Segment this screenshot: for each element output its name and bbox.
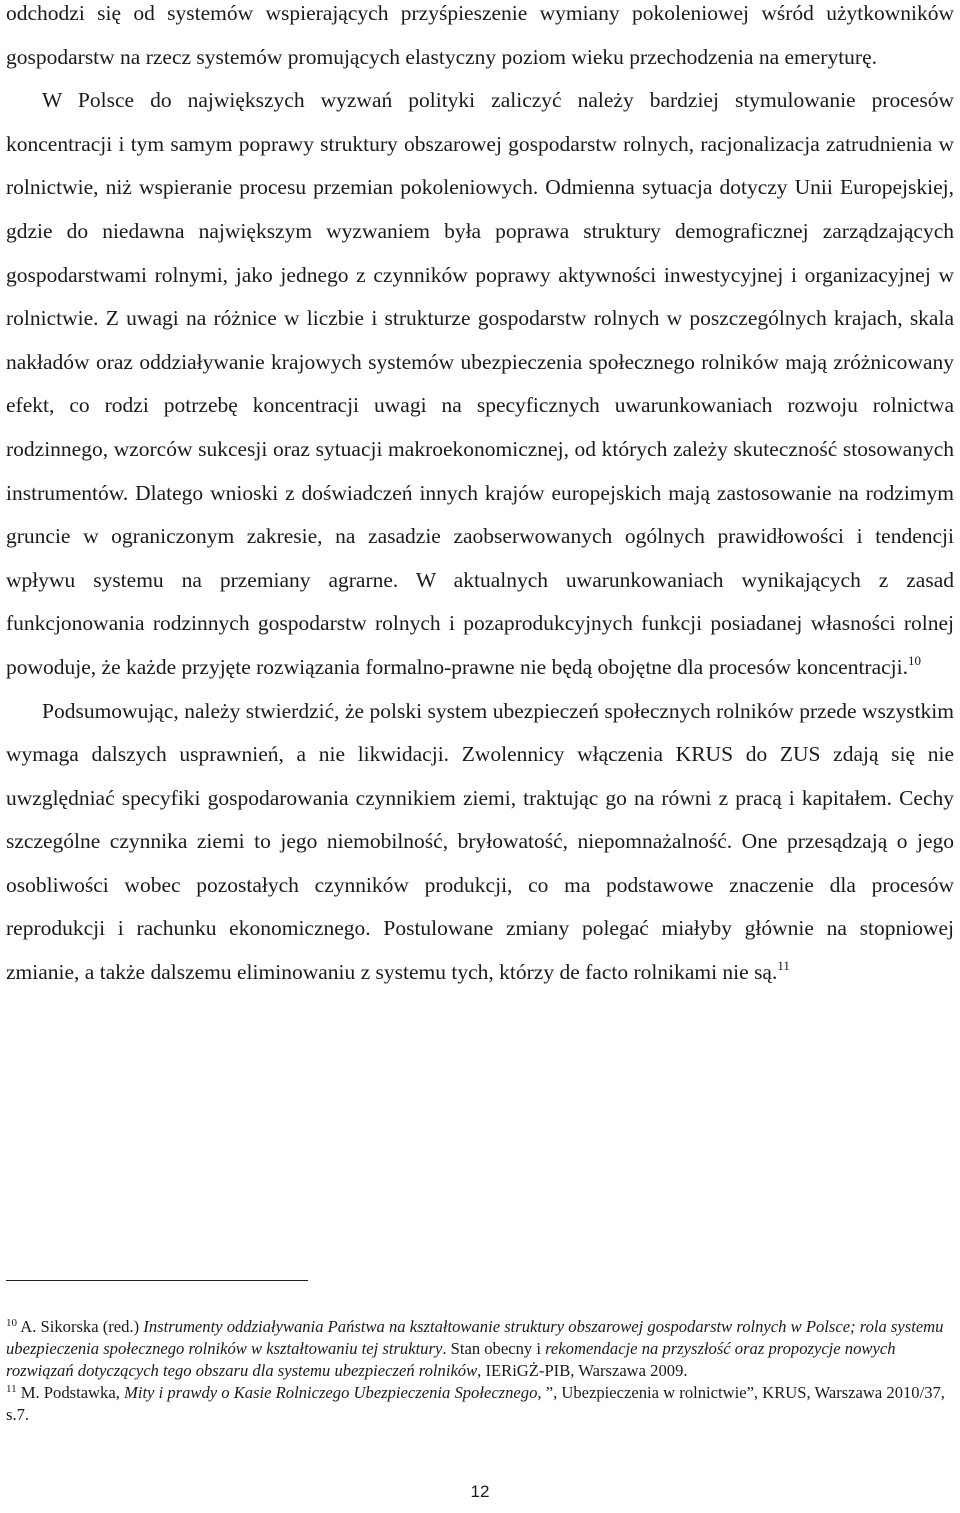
footnote-10 [6, 1316, 954, 1382]
footnote-text: ”, Ubezpieczenia w rolnictwie”, KRUS, Warszawa 2010/37, s.7. [6, 1383, 945, 1424]
footnote-title: Mity i prawdy o Kasie Rolniczego Ubezpieczenia Społecznego, [124, 1383, 542, 1402]
paragraph-3-text: Podsumowując, należy stwierdzić, że polski system ubezpieczeń społecznych rolników przede wszystkim wymaga dalszych usprawnień, a nie likwidacji. Zwolennicy włączenia KRUS do ZUS zdają się nie uwzględniać specyfiki gospodarowania czynnikiem ziemi, traktując go na równi z pracą i kapitałem. Cechy szczególne czynnika ziemi to jego niemobilność, bryłowatość, niepomnażalność. One przesądzają o jego osobliwości wobec pozostałych czynników produkcji, co ma podstawowe znaczenie dla procesów reprodukcji i rachunku ekonomicznego. Postulowane zmiany polegać miałyby głównie na stopniowej zmianie, a także dalszemu eliminowaniu z systemu tych, którzy de facto rolnikami nie są. [6, 698, 954, 985]
paragraph-1 [6, 0, 954, 79]
footnote-title: Instrumenty oddziaływania Państwa na kształtowanie struktury obszarowej gospodarstw rolnych w Polsce; rola systemu ubezpieczenia społecznego rolników w kształtowaniu tej struktury [6, 1317, 944, 1358]
footnotes [6, 1316, 954, 1426]
footnote-number: 10 [6, 1317, 17, 1329]
body-text [6, 0, 954, 995]
paragraph-2 [6, 79, 954, 689]
paragraph-3 [6, 690, 954, 995]
paragraph-1-text: odchodzi się od systemów wspierających przyśpieszenie wymiany pokoleniowej wśród użytkowników gospodarstw na rzecz systemów promujących elastyczny poziom wieku przechodzenia na emeryturę. [6, 1, 954, 69]
footnote-author: A. Sikorska (red.) [20, 1317, 140, 1336]
footnote-ref-10[interactable]: 10 [908, 652, 921, 668]
footnote-publisher: , IERiGŻ-PIB, Warszawa 2009. [477, 1361, 688, 1380]
footnote-11 [6, 1382, 954, 1426]
footnote-text: . Stan obecny i [442, 1339, 546, 1358]
footnote-title-continued: rekomendacje na przyszłość oraz propozycje nowych rozwiązań dotyczących tego obszaru dla systemu ubezpieczeń rolników [6, 1339, 896, 1380]
paragraph-2-text: W Polsce do największych wyzwań polityki zaliczyć należy bardziej stymulowanie procesów koncentracji i tym samym poprawy struktury obszarowej gospodarstw rolnych, racjonalizacja zatrudnienia w rolnictwie, niż wspieranie procesu przemian pokoleniowych. Odmienna sytuacja dotyczy Unii Europejskiej, gdzie do niedawna największym wyzwaniem była poprawa struktury demograficznej zarządzających gospodarstwami rolnymi, jako jednego z czynników poprawy aktywności inwestycyjnej i organizacyjnej w rolnictwie. Z uwagi na różnice w liczbie i strukturze gospodarstw rolnych w poszczególnych krajach, skala nakładów oraz oddziaływanie krajowych systemów ubezpieczenia społecznego rolników mają zróżnicowany efekt, co rodzi potrzebę koncentracji uwagi na specyficznych uwarunkowaniach rozwoju rolnictwa rodzinnego, wzorców sukcesji oraz sytuacji makroekonomicznej, od których zależy skuteczność stosowanych instrumentów. Dlatego wnioski z doświadczeń innych krajów europejskich mają zastosowanie na rodzimym gruncie w ograniczonym zakresie, na zasadzie zaobserwowanych ogólnych prawidłowości i tendencji wpływu systemu na przemiany agrarne. W aktualnych uwarunkowaniach wynikających z zasad funkcjonowania rodzinnych gospodarstw rolnych i pozaprodukcyjnych funkcji posiadanej własności rolnej powoduje, że każde przyjęte rozwiązania formalno-prawne nie będą obojętne dla procesów koncentracji. [6, 88, 954, 679]
footnote-number: 11 [6, 1383, 17, 1395]
footnote-author: M. Podstawka, [20, 1383, 120, 1402]
footnote-ref-11[interactable]: 11 [777, 958, 790, 974]
footnote-separator [6, 1280, 308, 1281]
page-number: 12 [470, 1482, 490, 1501]
